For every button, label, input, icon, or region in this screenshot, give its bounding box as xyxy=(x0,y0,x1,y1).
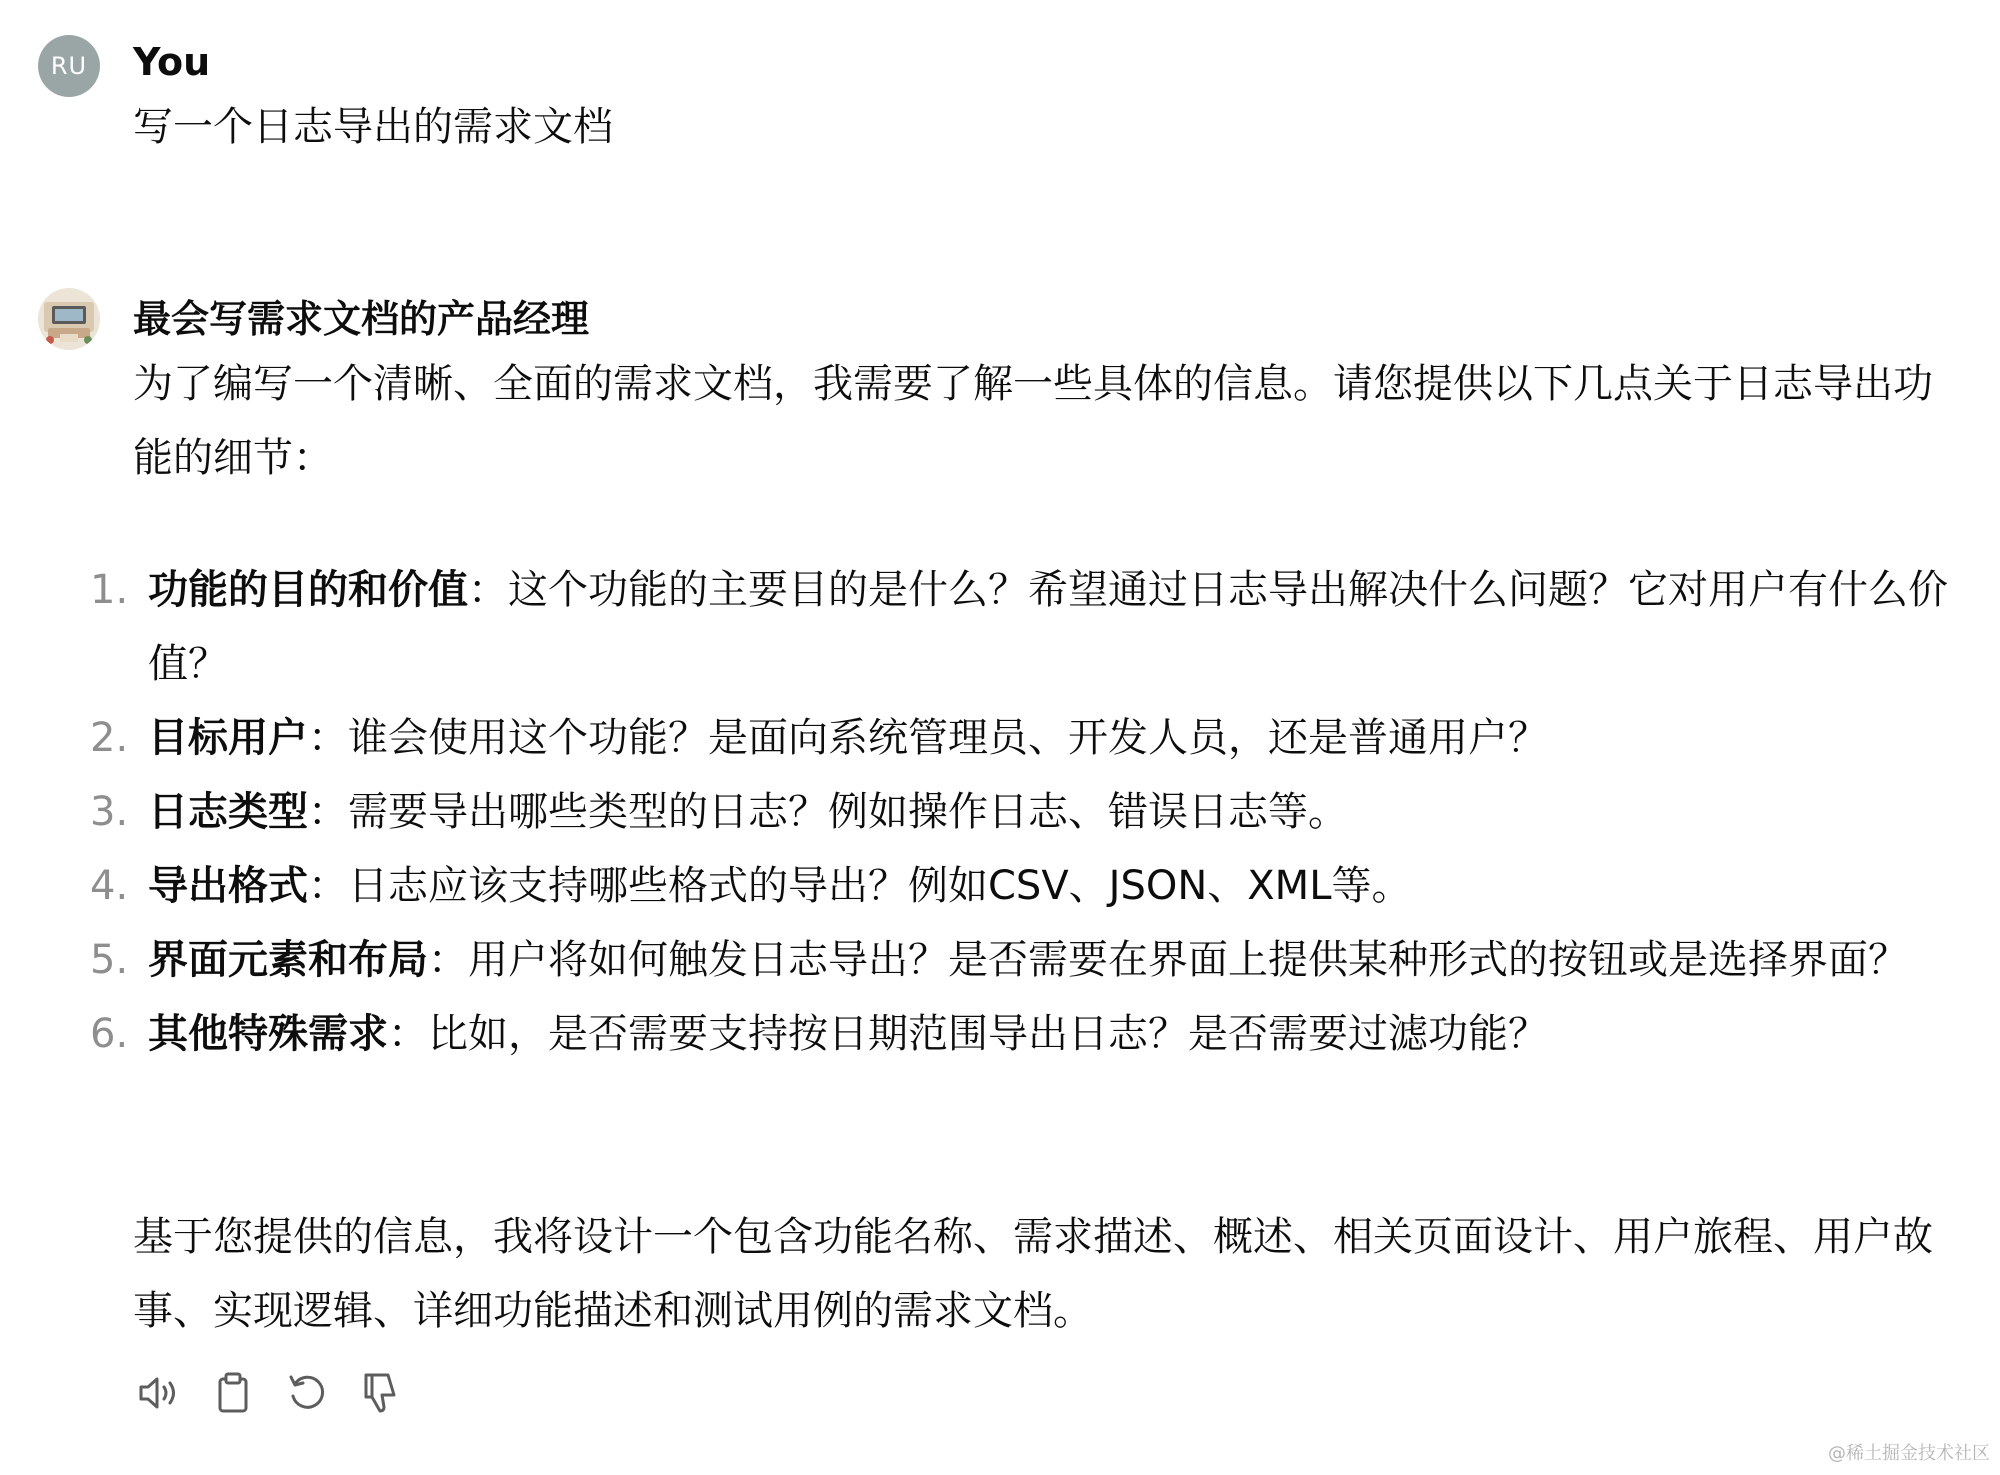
assistant-avatar-image xyxy=(38,288,100,350)
list-item-text: ：谁会使用这个功能？是面向系统管理员、开发人员，还是普通用户？ xyxy=(308,715,1548,761)
list-item xyxy=(90,701,1970,775)
list-item-number: 4. xyxy=(90,863,129,909)
read-aloud-icon xyxy=(137,1373,181,1413)
list-item-number: 5. xyxy=(90,937,129,983)
list-item xyxy=(90,923,1970,997)
regenerate-button[interactable] xyxy=(281,1368,333,1418)
list-item-text: ：比如，是否需要支持按日期范围导出日志？是否需要过滤功能？ xyxy=(388,1011,1548,1057)
regenerate-icon xyxy=(286,1372,328,1414)
list-item-title: 界面元素和布局 xyxy=(148,937,428,983)
list-item-title: 日志类型 xyxy=(148,789,308,835)
copy-icon xyxy=(213,1371,253,1415)
list-item-number: 1. xyxy=(90,567,129,613)
list-item-title: 目标用户 xyxy=(148,715,308,761)
user-message-text: 写一个日志导出的需求文档 xyxy=(133,104,613,150)
list-item-number: 2. xyxy=(90,715,129,761)
assistant-avatar xyxy=(38,288,100,350)
list-item-title: 功能的目的和价值 xyxy=(148,567,468,613)
list-item-title: 导出格式 xyxy=(148,863,308,909)
list-item-number: 6. xyxy=(90,1011,129,1057)
list-item xyxy=(90,997,1970,1071)
user-author-name: You xyxy=(133,40,211,84)
assistant-author-name: 最会写需求文档的产品经理 xyxy=(133,297,590,341)
thumbs-down-icon xyxy=(360,1371,402,1415)
thumbs-down-button[interactable] xyxy=(355,1368,407,1418)
assistant-intro-text: 为了编写一个清晰、全面的需求文档，我需要了解一些具体的信息。请您提供以下几点关于日志导出功能的细节： xyxy=(133,361,1933,481)
list-item-number: 3. xyxy=(90,789,129,835)
list-item-text: ：需要导出哪些类型的日志？例如操作日志、错误日志等。 xyxy=(308,789,1348,835)
copy-button[interactable] xyxy=(207,1368,259,1418)
list-item xyxy=(90,849,1970,923)
assistant-outro-text: 基于您提供的信息，我将设计一个包含功能名称、需求描述、概述、相关页面设计、用户旅程、用户故事、实现逻辑、详细功能描述和测试用例的需求文档。 xyxy=(133,1214,1933,1334)
user-avatar: RU xyxy=(38,35,100,97)
list-item-text: ：用户将如何触发日志导出？是否需要在界面上提供某种形式的按钮或是选择界面？ xyxy=(428,937,1908,983)
message-actions xyxy=(133,1368,407,1418)
list-item-title: 其他特殊需求 xyxy=(148,1011,388,1057)
list-item-text: ：这个功能的主要目的是什么？希望通过日志导出解决什么问题？它对用户有什么价值？ xyxy=(148,567,1948,687)
list-item xyxy=(90,553,1970,701)
watermark: @稀土掘金技术社区 xyxy=(1828,1443,1990,1464)
list-item-text: ：日志应该支持哪些格式的导出？例如CSV、JSON、XML等。 xyxy=(308,863,1412,909)
list-item xyxy=(90,775,1970,849)
requirements-list xyxy=(90,553,1970,1071)
read-aloud-button[interactable] xyxy=(133,1368,185,1418)
